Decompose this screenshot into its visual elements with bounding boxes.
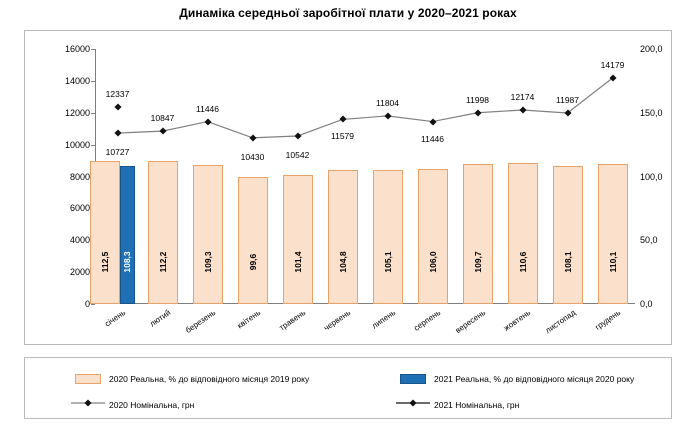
x-tick-label: листопад [543, 308, 577, 336]
bar-value-label: 108,1 [562, 251, 573, 273]
chart-canvas [64, 44, 663, 336]
line-series-group [95, 49, 635, 304]
y-tick-label-right: 200,0 [640, 44, 663, 54]
x-tick-label: травень [277, 308, 307, 333]
chart-legend [24, 357, 672, 419]
x-tick-label: вересень [453, 308, 487, 336]
y-tick-label-left: 10000 [64, 139, 90, 150]
y-tick-mark-left [91, 304, 95, 305]
y-tick-label-left: 6000 [69, 203, 90, 214]
y-tick-label-left: 0 [84, 299, 90, 309]
legend-label-2021-real: 2021 Реальна, % до відповідного місяця 2020 року [434, 374, 635, 384]
line-point-label: 12337 [105, 89, 130, 100]
y-tick-label-left: 16000 [64, 44, 90, 54]
bar-value-label: 109,3 [202, 251, 213, 273]
y-tick-label-right: 50,0 [640, 235, 658, 246]
legend-swatch-2021-real [400, 374, 426, 384]
x-tick-label: жовтень [501, 308, 532, 333]
bar-value-label: 112,5 [99, 251, 110, 273]
bar-value-label: 105,1 [382, 251, 393, 273]
bar-value-label: 112,2 [157, 251, 168, 273]
bar-value-label: 110,6 [517, 251, 528, 273]
legend-swatch-2020-nominal [71, 398, 105, 408]
legend-label-2020-nominal: 2020 Номінальна, грн [109, 400, 195, 410]
x-tick-label: серпень [411, 308, 442, 333]
bar-value-label: 104,8 [337, 251, 348, 273]
bar-value-label: 110,1 [607, 251, 618, 273]
x-tick-label: грудень [592, 308, 622, 332]
bar-value-label: 106,0 [427, 251, 438, 273]
x-tick-label: лютий [147, 308, 172, 329]
legend-label-2021-nominal: 2021 Номінальна, грн [434, 400, 520, 410]
legend-label-2020-real: 2020 Реальна, % до відповідного місяця 2019 року [109, 374, 310, 384]
y-tick-label-left: 4000 [69, 235, 90, 246]
line-point-label: 10542 [285, 149, 310, 160]
bar-value-label: 101,4 [292, 251, 303, 273]
x-tick-label: березень [183, 308, 217, 336]
y-tick-label-left: 12000 [64, 107, 90, 118]
line-2020-nominal [118, 78, 613, 138]
y-tick-label-right: 0,0 [640, 299, 653, 309]
line-point-label: 11804 [375, 97, 400, 108]
line-point-label: 10727 [105, 147, 130, 158]
line-point-label: 11987 [555, 94, 580, 105]
y-tick-label-left: 14000 [64, 75, 90, 86]
x-tick-label: січень [102, 308, 127, 329]
line-point-label: 10430 [240, 151, 265, 162]
y-tick-label-left: 8000 [69, 171, 90, 182]
bar-value-label: 109,7 [472, 251, 483, 273]
bar-value-label: 99,6 [247, 253, 258, 271]
chart-plot-area [24, 30, 672, 345]
bar-value-label: 108,3 [122, 251, 132, 273]
x-tick-label: червень [321, 308, 352, 333]
page-title: Динаміка середньої заробітної плати у 2020–2021 роках [179, 6, 517, 20]
line-point-label: 11998 [465, 94, 490, 105]
y-tick-label-right: 150,0 [640, 107, 663, 118]
y-tick-label-right: 100,0 [640, 171, 663, 182]
legend-swatch-2021-nominal [396, 398, 430, 408]
y-tick-label-left: 2000 [69, 267, 90, 278]
x-tick-label: квітень [235, 308, 262, 331]
x-tick-label: липень [369, 308, 397, 331]
line-point-label: 14179 [600, 60, 625, 71]
line-point-label: 11446 [195, 103, 220, 114]
line-point-label: 11579 [330, 131, 355, 142]
line-point-label: 10847 [150, 113, 175, 124]
line-point-label: 11446 [420, 133, 445, 144]
line-point-label: 12174 [510, 91, 535, 102]
legend-swatch-2020-real [75, 374, 101, 384]
